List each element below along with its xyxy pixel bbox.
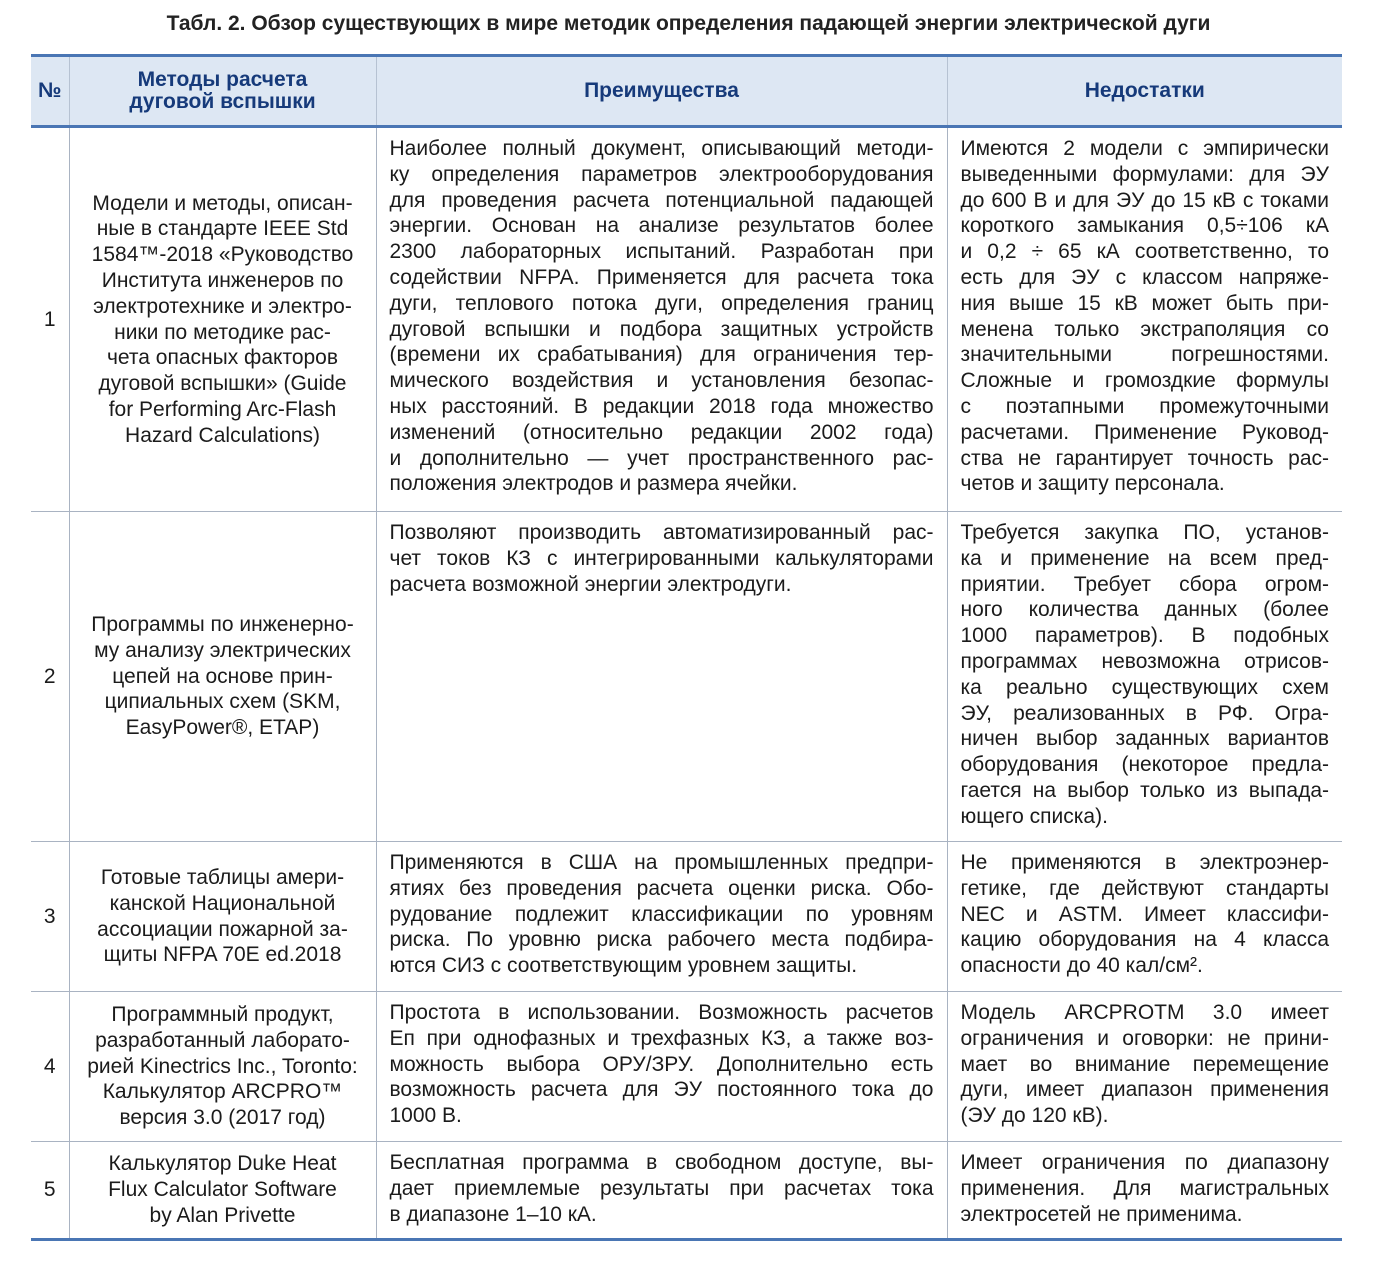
cell-line: ющего списка). [960,804,1108,828]
cell-line: и 0,2 ÷ 65 кА соответственно, то [960,240,1329,264]
disadvantages-cell [947,127,1342,512]
cell-line: электросетей не применима. [960,1202,1243,1226]
cell-line: оборудования (некоторое предла- [960,753,1329,777]
cell-line: ства не гарантирует точность рас- [960,446,1329,470]
cell-line: ограничения и оговорки: не прини- [960,1026,1329,1050]
table-body [31,127,1342,1240]
advantages-cell [376,992,947,1142]
cell-line: ятиях без проведения расчета оценки риска. Обо- [389,876,934,900]
cell-line: ка реально существующих схем [960,675,1329,699]
table-row [31,992,1342,1142]
cell-line: изменений (относительно редакции 2002 года) [389,420,934,444]
cell-line: ного количества данных (более [960,598,1329,622]
cell-line: рудование подлежит классификации по уровням [389,902,934,926]
cell-line: для проведения расчета потенциальной падающей [389,188,934,212]
cell-line: дуговой вспышки и подбора защитных устройств [389,317,934,341]
cell-line: Требуется закупка ПО, установ- [960,521,1329,544]
cell-line: (ЭУ до 120 кВ). [960,1104,1109,1128]
cell-line: применения. Для магистральных [960,1176,1329,1200]
cell-line: ассоциации пожарной за- [97,917,348,941]
row-number: 1 [31,127,69,512]
cell-line: 1000 В. [389,1104,462,1128]
cell-line: Калькулятор ARCPRO™ [102,1080,343,1104]
table-header-row [31,56,1342,127]
advantages-cell [376,1142,947,1240]
header-method [69,56,376,127]
cell-line: Flux Calculator Software [108,1178,337,1202]
methods-table [31,54,1342,1241]
disadvantages-cell [947,1142,1342,1240]
table-row [31,1142,1342,1240]
table-row [31,512,1342,842]
cell-line: гетике, где действуют стандарты [960,876,1329,900]
cell-line: мает во внимание перемещение [960,1052,1329,1076]
cell-line: щиты NFPA 70E ed.2018 [103,943,342,967]
method-cell [69,842,376,992]
cell-line: четов и защиту персонала. [960,472,1225,496]
cell-line: дает приемлемые результаты при расчетах тока [389,1176,934,1200]
cell-line: NEC и ASTM. Имеет классифи- [960,902,1329,926]
row-number: 5 [31,1142,69,1240]
header-method-line: дуговой вспышки [129,90,316,113]
cell-line: менена только экстраполяция со [960,317,1329,341]
cell-line: короткого замыкания 0,5÷106 кА [960,214,1329,238]
cell-line: Не применяются в электроэнер- [960,851,1329,874]
cell-line: рией Kinectrics Inc., Toronto: [87,1054,358,1078]
cell-line: кацию оборудования на 4 класса [960,928,1329,952]
cell-line: Программный продукт, [111,1003,334,1026]
cell-line: разработанный лаборато- [95,1028,350,1052]
cell-line: версия 3.0 (2017 год) [119,1106,326,1130]
advantages-cell [376,842,947,992]
method-cell [69,1142,376,1240]
cell-line: электротехнике и электро- [93,294,352,318]
cell-line: до 600 В и для ЭУ до 15 кВ с токами [960,188,1329,212]
cell-line: for Performing Arc-Flash [108,397,337,421]
cell-line: ются СИЗ с соответствующим уровнем защиты. [389,954,858,978]
cell-line: цепей на основе прин- [112,664,333,688]
advantages-cell [376,127,947,512]
cell-line: выведенными формулами: для ЭУ [960,162,1329,186]
cell-line: Бесплатная программа в свободном доступе, вы- [389,1151,934,1174]
header-advantages: Преимущества [376,56,947,127]
cell-line: EasyPower®, ETAP) [125,716,320,740]
cell-line: опасности до 40 кал/см². [960,954,1203,978]
cell-line: в диапазоне 1–10 кА. [389,1202,597,1226]
disadvantages-cell [947,842,1342,992]
row-number: 4 [31,992,69,1142]
cell-line: возможность расчета для ЭУ постоянного тока до [389,1078,934,1102]
cell-line: Сложные и громоздкие формулы [960,369,1329,393]
table-row [31,842,1342,992]
cell-line: ЭУ, реализованных в РФ. Огра- [960,701,1329,725]
cell-line: содействии NFPA. Применяется для расчета тока [389,265,934,289]
cell-line: Имеются 2 модели с эмпирически [960,137,1329,160]
cell-line: расчетами. Применение Руковод- [960,420,1329,444]
table-row [31,127,1342,512]
cell-line: му анализу электрических [94,638,351,662]
cell-line: дуговой вспышки» (Guide [98,372,347,396]
row-number: 3 [31,842,69,992]
cell-line: ку определения параметров электрооборудования [389,162,934,186]
cell-line: Наиболее полный документ, описывающий методи- [389,137,934,160]
header-num: № [31,56,69,127]
cell-line: Института инженеров по [101,268,344,292]
method-cell [69,127,376,512]
cell-line: и дополнительно — учет пространственного рас- [389,446,934,470]
cell-line: канской Национальной [109,891,336,915]
cell-line: 1584™-2018 «Руководство [91,243,354,267]
cell-line: ка и применение на всем пред- [960,546,1329,570]
advantages-cell [376,512,947,842]
disadvantages-cell [947,512,1342,842]
cell-line: Имеет ограничения по диапазону [960,1151,1329,1174]
cell-line: расчета возможной энергии электродуги. [389,572,792,596]
cell-line: by Alan Privette [149,1203,296,1227]
cell-line: Готовые таблицы амери- [100,865,345,889]
cell-line: Позволяют производить автоматизированный рас- [389,521,934,544]
cell-line: дуги, теплового потока дуги, определения границ [389,291,934,315]
cell-line: с поэтапными промежуточными [960,394,1329,418]
cell-line: (времени их срабатывания) для ограничения тер- [389,343,934,367]
cell-line: ничен выбор заданных вариантов [960,727,1329,751]
cell-line: Калькулятор Duke Heat [108,1152,337,1176]
row-number: 2 [31,512,69,842]
cell-line: программах невозможна отрисов- [960,649,1329,673]
header-disadvantages: Недостатки [947,56,1342,127]
cell-line: значительными погрешностями. [960,343,1329,367]
cell-line: чет токов КЗ с интегрированными калькуляторами [389,546,934,570]
cell-line: ники по методике рас- [114,320,331,344]
cell-line: мического воздействия и установления безопас- [389,369,934,393]
cell-line: Программы по инженерно- [91,613,354,636]
cell-line: ных расстояний. В редакции 2018 года множество [389,394,934,418]
cell-line: положения электродов и размера ячейки. [389,472,798,496]
method-cell [69,992,376,1142]
cell-line: чета опасных факторов [106,346,339,370]
cell-line: дуги, имеет диапазон применения [960,1078,1329,1102]
cell-line: ные в стандарте IEEE Std [96,217,349,241]
cell-line: Hazard Calculations) [125,423,320,447]
table-caption: Табл. 2. Обзор существующих в мире методик определения падающей энергии электрической дуги [166,12,1211,35]
cell-line: можность выбора ОРУ/ЗРУ. Дополнительно есть [389,1052,934,1076]
cell-line: гается на выбор только из выпада- [960,778,1329,802]
header-method-line: Методы расчета [137,68,308,91]
cell-line: Eп при однофазных и трехфазных КЗ, а также воз- [389,1026,934,1050]
cell-line: ния выше 15 кВ может быть при- [960,291,1329,315]
cell-line: 1000 параметров). В подобных [960,624,1329,648]
cell-line: энергии. Основан на анализе результатов более [389,214,934,238]
cell-line: Модели и методы, описан- [92,191,353,215]
cell-line: Модель ARCPROTM 3.0 имеет [960,1001,1329,1024]
disadvantages-cell [947,992,1342,1142]
cell-line: есть для ЭУ с классом напряже- [960,265,1329,289]
method-cell [69,512,376,842]
cell-line: Применяются в США на промышленных предпри- [389,851,934,874]
cell-line: приятии. Требует сбора огром- [960,572,1329,596]
cell-line: 2300 лабораторных испытаний. Разработан при [389,240,934,264]
cell-line: Простота в использовании. Возможность расчетов [389,1001,934,1024]
cell-line: риска. По уровню риска рабочего места подбира- [389,928,934,952]
cell-line: ципиальных схем (SKM, [104,690,341,714]
